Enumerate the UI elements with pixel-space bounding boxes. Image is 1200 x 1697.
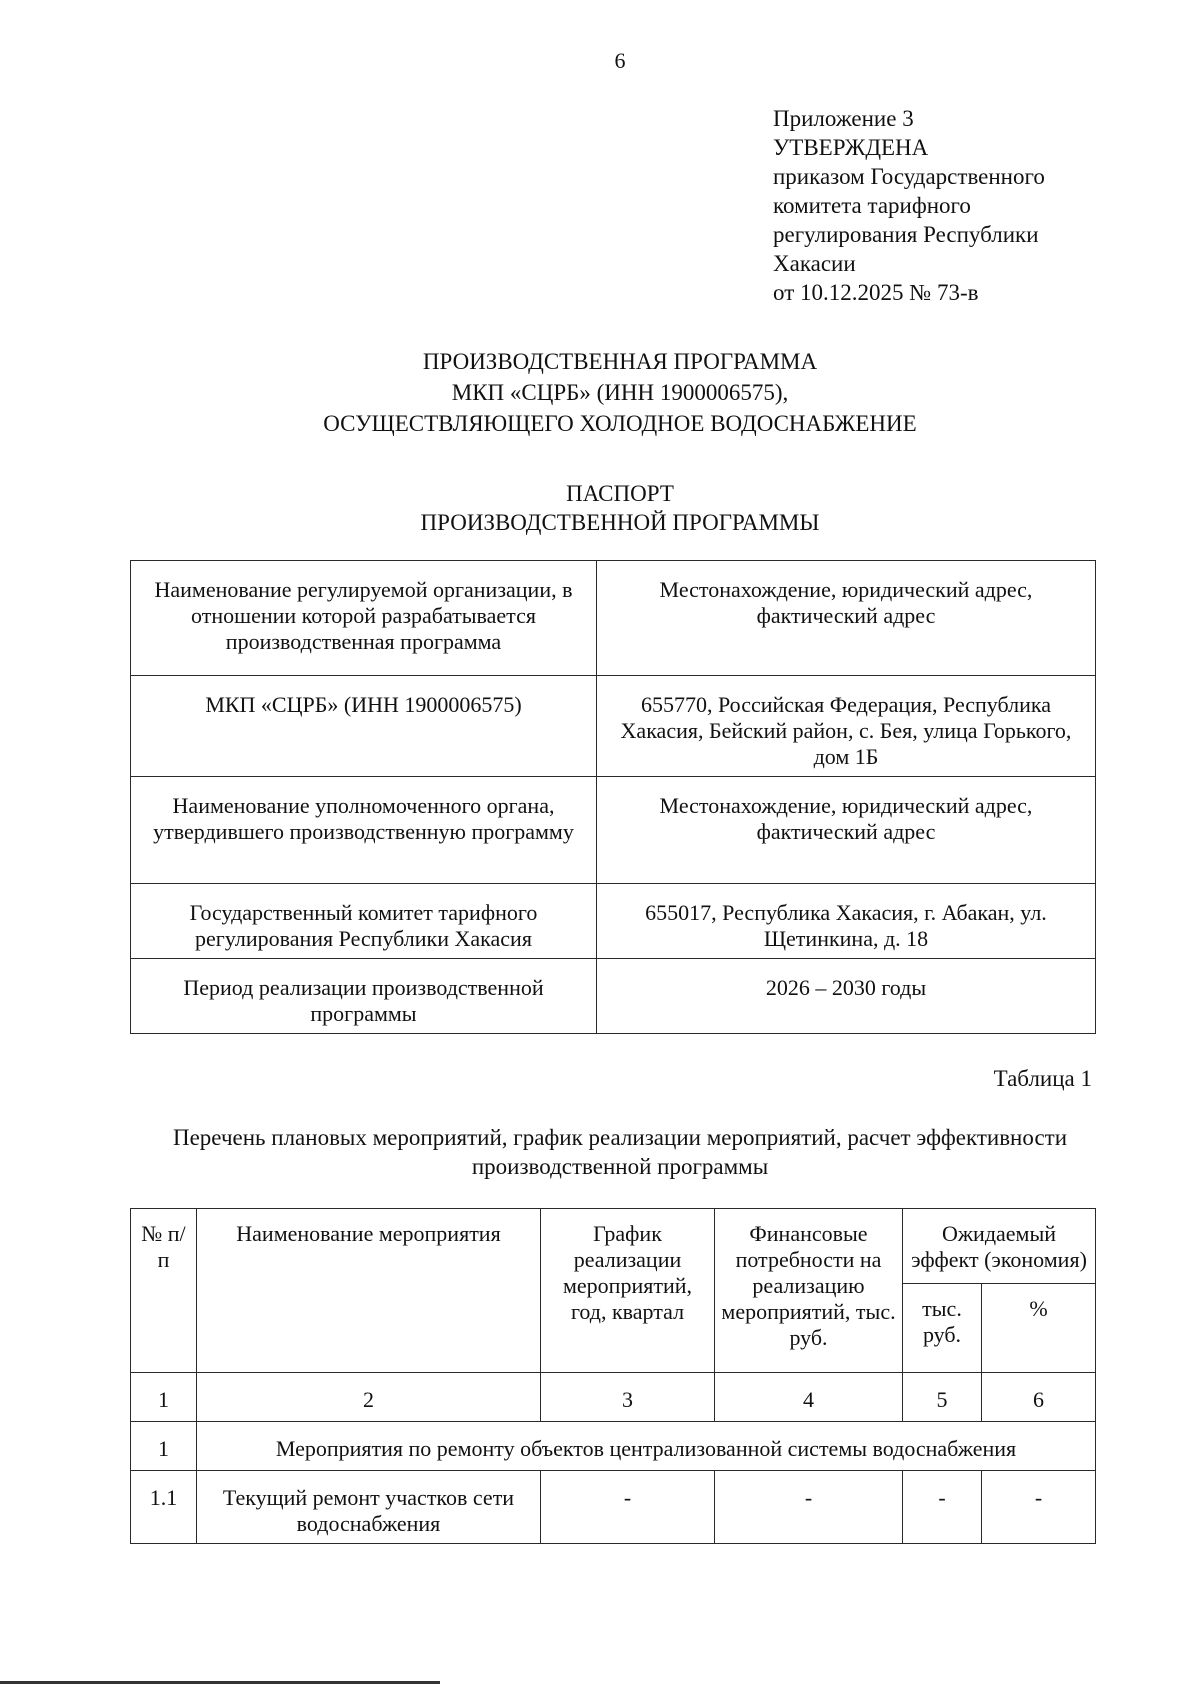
header-effect-rub: тыс. руб.: [903, 1284, 982, 1373]
passport-cell-right: 655770, Российская Федерация, Республика Хакасия, Бейский район, с. Бея, улица Горького, дом 1Б: [597, 676, 1096, 777]
title-line: ПРОИЗВОДСТВЕННАЯ ПРОГРАММА: [422, 349, 818, 374]
approval-line: от 10.12.2025 № 73-в: [773, 280, 979, 305]
passport-title: [0, 479, 1200, 537]
approval-line: комитета тарифного: [773, 193, 971, 218]
table-label: Таблица 1: [993, 1066, 1092, 1091]
passport-cell-left: Наименование уполномоченного органа, утвердившего производственную программу: [131, 777, 597, 884]
header-name: Наименование мероприятия: [197, 1209, 541, 1373]
row-num: 1.1: [131, 1471, 197, 1544]
passport-cell-right: Местонахождение, юридический адрес, фактический адрес: [597, 777, 1096, 884]
passport-cell-right: 2026 – 2030 годы: [597, 959, 1096, 1034]
row-name: Текущий ремонт участков сети водоснабжения: [197, 1471, 541, 1544]
document-title: [0, 346, 1200, 439]
list-heading: Перечень плановых мероприятий, график реализации мероприятий, расчет эффективности производственной программы: [172, 1125, 1068, 1179]
column-number-row: [131, 1373, 1096, 1422]
approval-line: Хакасии: [773, 251, 856, 276]
passport-cell-right: 655017, Республика Хакасия, г. Абакан, ул. Щетинкина, д. 18: [597, 884, 1096, 959]
events-header-row: [131, 1209, 1096, 1284]
passport-row: [131, 561, 1096, 676]
header-num: № п/п: [131, 1209, 197, 1373]
passport-cell-left: Период реализации производственной программы: [131, 959, 597, 1034]
passport-row: [131, 777, 1096, 884]
approval-line: регулирования Республики: [773, 222, 1039, 247]
column-number: 1: [131, 1373, 197, 1422]
scan-edge-line: [0, 1681, 440, 1684]
section-title: Мероприятия по ремонту объектов централизованной системы водоснабжения: [197, 1422, 1096, 1471]
header-effect: Ожидаемый эффект (экономия): [903, 1209, 1096, 1284]
section-num: 1: [131, 1422, 197, 1471]
column-number: 2: [197, 1373, 541, 1422]
approval-line: приказом Государственного: [773, 164, 1045, 189]
header-finance: Финансовые потребности на реализацию мероприятий, тыс. руб.: [715, 1209, 903, 1373]
column-number: 5: [903, 1373, 982, 1422]
passport-cell-left: Государственный комитет тарифного регулирования Республики Хакасия: [131, 884, 597, 959]
column-number: 6: [982, 1373, 1096, 1422]
column-number: 3: [541, 1373, 715, 1422]
header-effect-pct: %: [982, 1284, 1096, 1373]
passport-row: [131, 959, 1096, 1034]
row-effect-rub: -: [903, 1471, 982, 1544]
passport-row: [131, 884, 1096, 959]
passport-title-line: ПАСПОРТ: [566, 481, 674, 506]
approval-line: УТВЕРЖДЕНА: [773, 135, 929, 160]
title-line: МКП «СЦРБ» (ИНН 1900006575),: [451, 380, 789, 405]
title-line: ОСУЩЕСТВЛЯЮЩЕГО ХОЛОДНОЕ ВОДОСНАБЖЕНИЕ: [323, 411, 917, 436]
approval-stamp: [773, 104, 1103, 307]
passport-table: [130, 560, 1096, 1034]
column-number: 4: [715, 1373, 903, 1422]
passport-cell-right: Местонахождение, юридический адрес, фактический адрес: [597, 561, 1096, 676]
page-number: 6: [614, 48, 626, 73]
events-table: [130, 1208, 1096, 1544]
passport-cell-left: Наименование регулируемой организации, в отношении которой разрабатывается производственная программа: [131, 561, 597, 676]
section-row: [131, 1422, 1096, 1471]
approval-line: Приложение 3: [773, 106, 914, 131]
header-schedule: График реализации мероприятий, год, квартал: [541, 1209, 715, 1373]
row-schedule: -: [541, 1471, 715, 1544]
row-finance: -: [715, 1471, 903, 1544]
passport-cell-left: МКП «СЦРБ» (ИНН 1900006575): [131, 676, 597, 777]
row-effect-pct: -: [982, 1471, 1096, 1544]
passport-row: [131, 676, 1096, 777]
table-row: [131, 1471, 1096, 1544]
passport-title-line: ПРОИЗВОДСТВЕННОЙ ПРОГРАММЫ: [420, 510, 820, 535]
